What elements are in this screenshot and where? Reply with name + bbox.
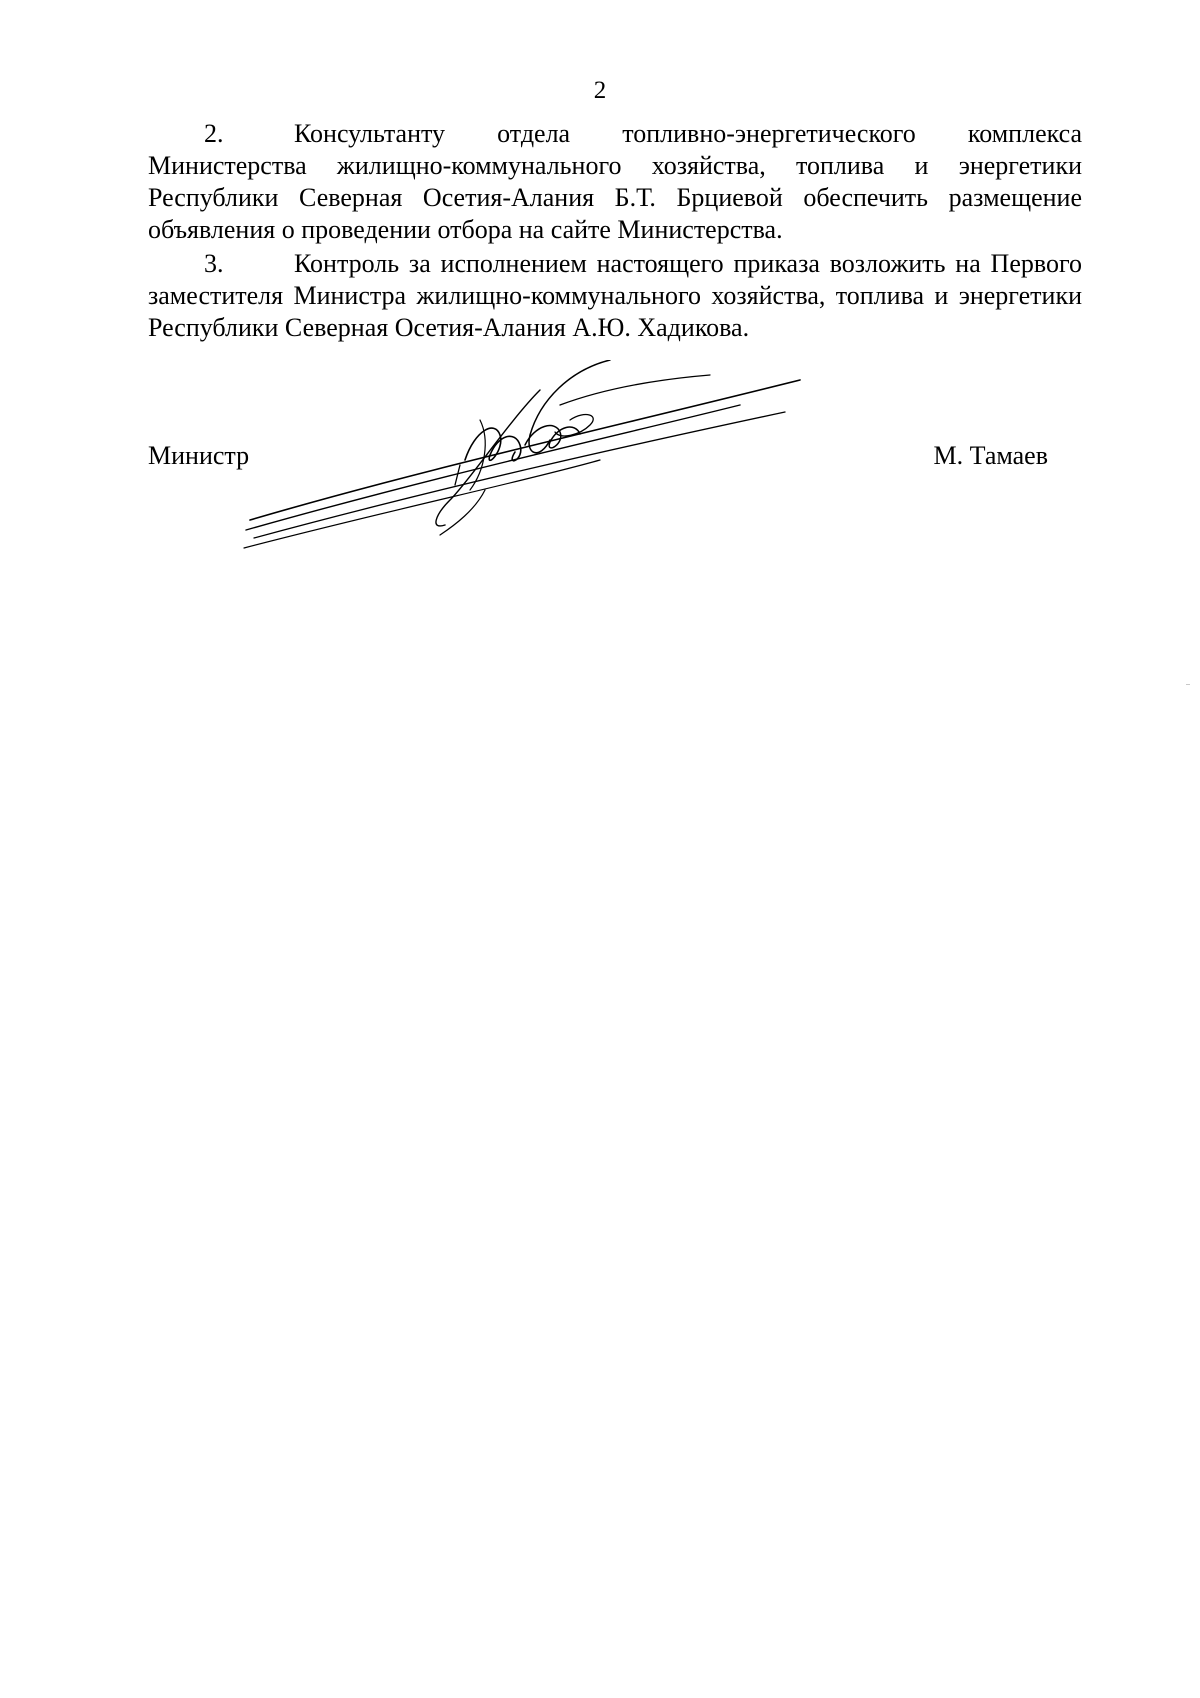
paragraph-text: Консультанту отдела топливно-энергетического комплекса Министерства жилищно-коммунального хозяйства, топлива и энергетики Республики Северная Осетия-Алания Б.Т. Брциевой обеспечить размещение объявления о проведении отбора на сайте Министерства. <box>148 119 1082 244</box>
signatory-name: М. Тамаев <box>933 441 1048 470</box>
page-number: 2 <box>593 77 607 104</box>
signatory-title: Министр <box>148 441 250 470</box>
paragraph-text: Контроль за исполнением настоящего приказа возложить на Первого заместителя Министра жилищно-коммунального хозяйства, топлива и энергетики Республики Северная Осетия-Алания А.Ю. Хадикова. <box>148 249 1082 342</box>
paragraph-2 <box>148 118 1082 246</box>
scan-artifact <box>1186 684 1190 685</box>
paragraph-number: 3. <box>204 249 224 278</box>
signature-row <box>148 440 1048 480</box>
paragraph-3 <box>148 248 1082 344</box>
document-body <box>148 118 1082 346</box>
paragraph-number: 2. <box>204 119 224 148</box>
